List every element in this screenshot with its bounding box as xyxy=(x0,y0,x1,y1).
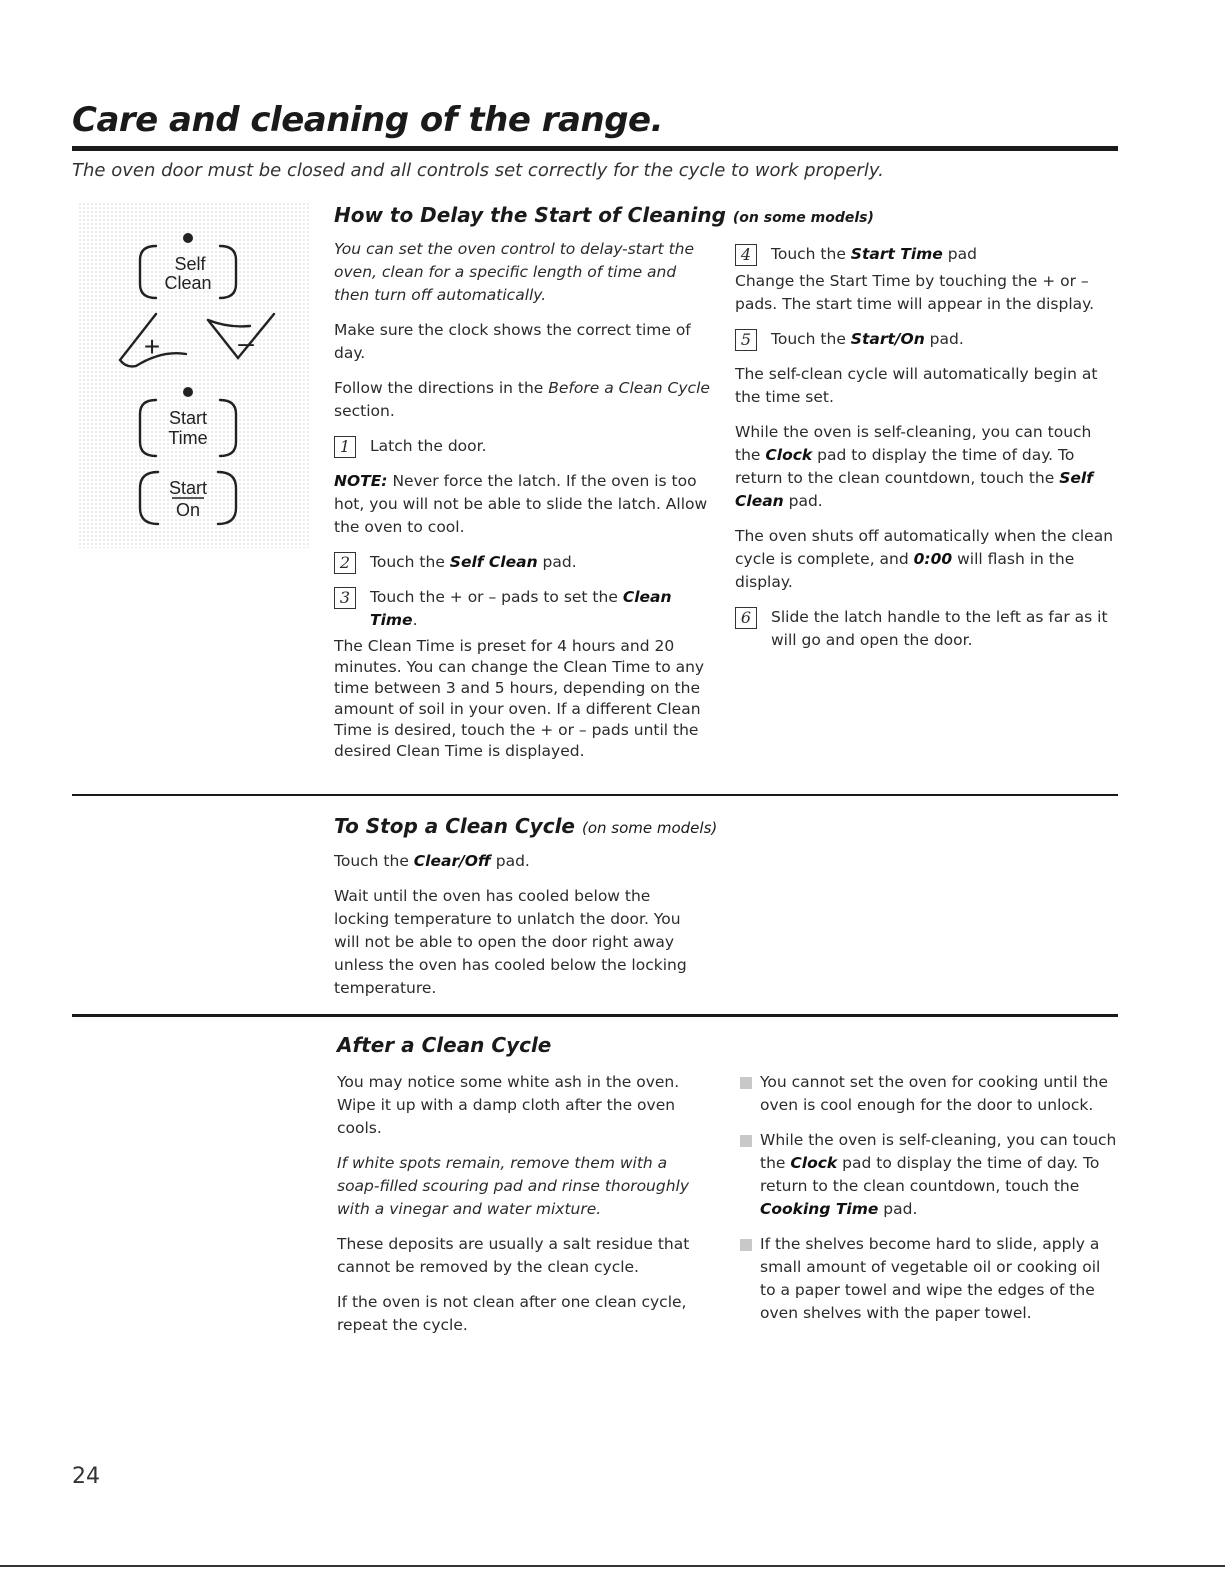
note-text: Never force the latch. If the oven is too hot, you will not be able to slide the latch. Allow the oven to cool. xyxy=(334,472,708,536)
step-number-4: 4 xyxy=(735,244,757,266)
clean-time-pad-ref: Clean Time xyxy=(370,588,672,629)
while-mid: pad to display the time of day. To return to the clean countdown, touch the xyxy=(735,446,1075,487)
after-deposits-paragraph: These deposits are usually a salt residue that cannot be removed by the clean cycle. xyxy=(337,1235,690,1276)
clock-pad-ref: Clock xyxy=(765,446,813,464)
step-5-suffix: pad. xyxy=(924,330,964,348)
step-5-text xyxy=(771,328,1115,351)
follow-section-ref: Before a Clean Cycle xyxy=(548,379,710,397)
stop-body xyxy=(334,850,706,1012)
step-2 xyxy=(334,551,714,574)
section-divider-1 xyxy=(72,794,1118,796)
after-heading: After a Clean Cycle xyxy=(337,1033,552,1057)
latch-note xyxy=(334,470,714,539)
start-on-label-2: On xyxy=(175,500,201,520)
start-time-label-2: Time xyxy=(168,428,208,448)
auto-begin-paragraph: The self-clean cycle will automatically begin at the time set. xyxy=(735,365,1098,406)
delay-heading-text: How to Delay the Start of Cleaning xyxy=(334,203,726,227)
step-2-suffix: pad. xyxy=(537,553,577,571)
minus-sign: – xyxy=(238,327,254,358)
page-number: 24 xyxy=(72,1464,100,1489)
b2-prefix: While the oven is self-cleaning, you can touch the xyxy=(760,1131,1117,1172)
clock-pad-ref-2: Clock xyxy=(790,1154,838,1172)
start-time-indicator-dot xyxy=(183,387,193,397)
control-panel-illustration xyxy=(78,202,310,548)
while-suffix: pad. xyxy=(783,492,823,510)
clear-off-pad-ref: Clear/Off xyxy=(413,852,491,870)
b2-suffix: pad. xyxy=(878,1200,918,1218)
stop-touch-prefix: Touch the xyxy=(334,852,414,870)
delay-follow-paragraph xyxy=(334,377,714,423)
start-on-pad-left-bracket xyxy=(140,472,158,524)
delay-column-right xyxy=(735,243,1115,664)
step-6 xyxy=(735,606,1115,652)
delay-heading-qualifier: (on some models) xyxy=(732,210,874,226)
step-6-text: Slide the latch handle to the left as far as it will go and open the door. xyxy=(771,608,1108,649)
after-bullet-3 xyxy=(740,1233,1118,1325)
start-time-pad-right-bracket xyxy=(220,400,236,456)
step-number-2: 2 xyxy=(334,552,356,574)
step-3-suffix: . xyxy=(412,611,418,629)
title-rule xyxy=(72,146,1118,151)
start-on-pad-right-bracket xyxy=(218,472,236,524)
delay-column-left xyxy=(334,238,714,774)
after-bullet-2-text xyxy=(760,1129,1118,1221)
after-bullet-1 xyxy=(740,1071,1118,1117)
shutoff-prefix: The oven shuts off automatically when the clean cycle is complete, and xyxy=(735,527,1114,568)
change-start-paragraph: Change the Start Time by touching the + or – pads. The start time will appear in the display. xyxy=(735,272,1095,313)
self-clean-label-1: Self xyxy=(174,254,206,274)
follow-prefix: Follow the directions in the xyxy=(334,379,549,397)
step-number-1: 1 xyxy=(334,436,356,458)
step-3-prefix: Touch the + or – pads to set the xyxy=(370,588,623,606)
step-1 xyxy=(334,435,714,458)
start-time-pad-left-bracket xyxy=(140,400,156,456)
plus-sign: + xyxy=(143,331,161,362)
step-5-prefix: Touch the xyxy=(771,330,851,348)
after-repeat-paragraph: If the oven is not clean after one clean cycle, repeat the cycle. xyxy=(337,1293,687,1334)
step-4-text xyxy=(771,243,1115,266)
follow-suffix: section. xyxy=(334,402,395,420)
after-bullet-2 xyxy=(740,1129,1118,1221)
after-bullet-3-text: If the shelves become hard to slide, apply a small amount of vegetable oil or cooking oil to a paper towel and wipe the edges of the oven shelves with the paper towel. xyxy=(760,1235,1101,1322)
stop-wait-paragraph: Wait until the oven has cooled below the locking temperature to unlatch the door. You will not be able to open the door right away unless the oven has cooled below the locking temperature. xyxy=(334,887,687,997)
self-clean-pad-ref-2: Self Clean xyxy=(735,469,1093,510)
start-time-pad-ref: Start Time xyxy=(850,245,943,263)
bullet-marker xyxy=(740,1077,752,1089)
bullet-marker xyxy=(740,1135,752,1147)
delay-clock-paragraph: Make sure the clock shows the correct time of day. xyxy=(334,321,691,362)
preset-paragraph: The Clean Time is preset for 4 hours and 20 minutes. You can change the Clean Time to any time between 3 and 5 hours, depending on the amount of soil in your oven. If a different Clean Time is desired, touch the + or – pads until the desired Clean Time is displayed. xyxy=(334,637,705,760)
stop-heading xyxy=(334,814,717,838)
step-3 xyxy=(334,586,714,632)
step-4-prefix: Touch the xyxy=(771,245,851,263)
stop-heading-qualifier: (on some models) xyxy=(581,819,718,837)
start-on-label-1: Start xyxy=(168,478,208,498)
step-number-3: 3 xyxy=(334,587,356,609)
step-2-prefix: Touch the xyxy=(370,553,450,571)
step-number-5: 5 xyxy=(735,329,757,351)
after-white-spots-paragraph: If white spots remain, remove them with a soap-filled scouring pad and rinse thoroughly with a vinegar and water mixture. xyxy=(337,1154,690,1218)
shutoff-suffix: will flash in the display. xyxy=(735,550,1075,591)
step-3-text xyxy=(370,586,714,632)
page-subtitle: The oven door must be closed and all controls set correctly for the cycle to work properly. xyxy=(72,160,884,181)
shutoff-time: 0:00 xyxy=(913,550,953,568)
while-prefix: While the oven is self-cleaning, you can touch the xyxy=(735,423,1092,464)
self-clean-indicator-dot xyxy=(183,233,193,243)
step-number-6: 6 xyxy=(735,607,757,629)
self-clean-pad-left-bracket xyxy=(140,246,156,298)
page-bottom-edge xyxy=(0,1565,1225,1567)
after-column-left xyxy=(337,1071,709,1349)
cooking-time-pad-ref: Cooking Time xyxy=(760,1200,879,1218)
while-cleaning-paragraph xyxy=(735,421,1115,513)
step-4-suffix: pad xyxy=(942,245,977,263)
stop-touch-paragraph xyxy=(334,850,706,873)
start-on-pad-ref: Start/On xyxy=(850,330,925,348)
after-bullet-1-text: You cannot set the oven for cooking until the oven is cool enough for the door to unlock. xyxy=(760,1073,1109,1114)
step-1-text: Latch the door. xyxy=(370,437,487,455)
delay-heading xyxy=(334,203,874,227)
self-clean-pad-right-bracket xyxy=(220,246,236,298)
shutoff-paragraph xyxy=(735,525,1115,594)
self-clean-label-2: Clean xyxy=(164,273,212,293)
after-ash-paragraph: You may notice some white ash in the oven. Wipe it up with a damp cloth after the oven cools. xyxy=(337,1073,680,1137)
start-time-label-1: Start xyxy=(168,408,208,428)
note-label: NOTE: xyxy=(334,472,388,490)
step-4 xyxy=(735,243,1115,266)
stop-touch-suffix: pad. xyxy=(490,852,530,870)
step-2-text xyxy=(370,551,714,574)
self-clean-pad-ref: Self Clean xyxy=(449,553,538,571)
bullet-marker xyxy=(740,1239,752,1251)
step-5 xyxy=(735,328,1115,351)
control-panel-graphic xyxy=(78,202,310,548)
stop-heading-text: To Stop a Clean Cycle xyxy=(334,814,575,838)
page-title: Care and cleaning of the range. xyxy=(72,100,664,140)
section-divider-2 xyxy=(72,1014,1118,1017)
delay-intro: You can set the oven control to delay-start the oven, clean for a specific length of time and then turn off automatically. xyxy=(334,240,695,304)
b2-mid: pad to display the time of day. To return to the clean countdown, touch the xyxy=(760,1154,1100,1195)
after-column-right xyxy=(740,1071,1118,1337)
